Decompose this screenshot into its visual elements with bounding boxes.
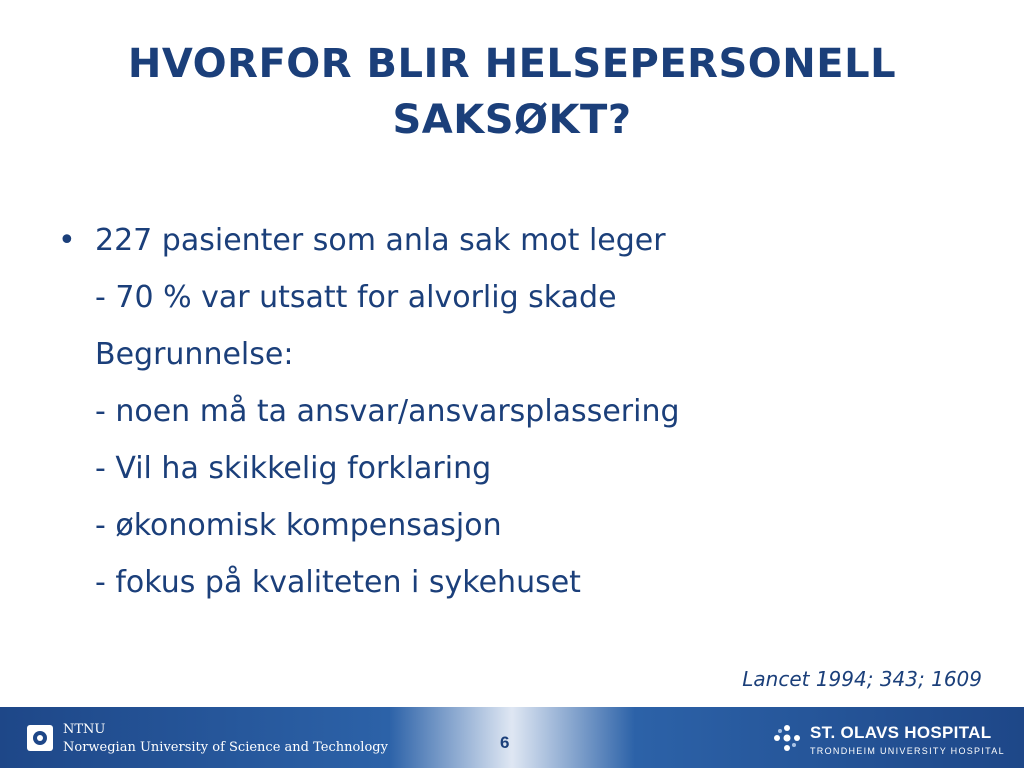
footer-band (0, 707, 1024, 768)
hospital-name: ST. OLAVS HOSPITAL (810, 723, 992, 742)
ntnu-logo-dot (37, 735, 43, 741)
st-olavs-logo-icon (772, 723, 802, 753)
page-number: 6 (500, 733, 510, 752)
bullet-line (58, 212, 978, 269)
hospital-subtitle: TRONDHEIM UNIVERSITY HOSPITAL (810, 746, 1005, 756)
content-line: - noen må ta ansvar/ansvarsplassering (95, 394, 680, 429)
slide-title-line-1: HVORFOR BLIR HELSEPERSONELL (127, 41, 897, 87)
content-line: 227 pasienter som anla sak mot leger (95, 223, 666, 258)
content-row (58, 269, 978, 326)
content-line: - økonomisk kompensasjon (95, 508, 502, 543)
bullet-icon: • (58, 223, 76, 258)
content-line: Begrunnelse: (95, 337, 294, 372)
content-line: - Vil ha skikkelig forklaring (95, 451, 492, 486)
content-row (58, 326, 978, 383)
content-row (58, 440, 978, 497)
ntnu-name: NTNU (63, 722, 106, 737)
content-row (58, 383, 978, 440)
ntnu-subtitle: Norwegian University of Science and Technology (63, 740, 388, 755)
slide-title-line-2: SAKSØKT? (392, 97, 632, 143)
slide-title (0, 36, 1024, 148)
content-line: - fokus på kvaliteten i sykehuset (95, 565, 581, 600)
ntnu-logo-icon (27, 725, 53, 751)
content-row (58, 497, 978, 554)
slide-content (58, 212, 978, 611)
citation: Lancet 1994; 343; 1609 (742, 667, 982, 691)
content-row (58, 554, 978, 611)
content-line: - 70 % var utsatt for alvorlig skade (95, 280, 617, 315)
